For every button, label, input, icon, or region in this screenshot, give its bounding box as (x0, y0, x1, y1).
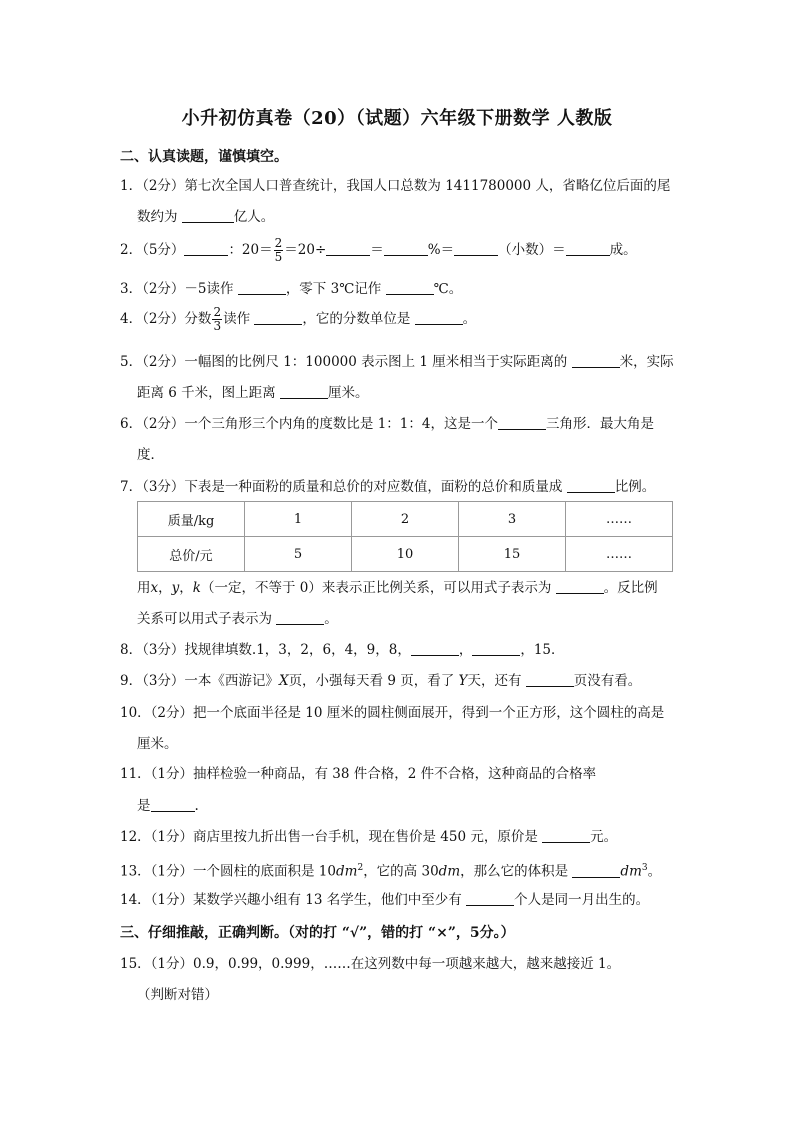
fraction-denominator: 5 (274, 250, 283, 264)
answer-blank[interactable] (238, 280, 286, 295)
question-8 (120, 640, 565, 660)
q11-text: . (194, 798, 199, 814)
q2-text: %＝ (427, 242, 455, 258)
question-13 (120, 858, 661, 882)
q2-text: 成。 (609, 242, 637, 258)
q6-text: 三角形．最大角是 (546, 416, 654, 432)
q13-text: 13．（1分）一个圆柱的底面积是 10 (120, 863, 336, 880)
q7-text: 比例。 (614, 479, 656, 495)
answer-blank[interactable] (572, 353, 620, 368)
q9-text: 天，还有 (467, 673, 526, 689)
q7-text: ， (158, 580, 172, 596)
variable-x: x (150, 580, 159, 596)
q8-text: 8．（3分）找规律填数.1，3，2，6，4，9，8， (120, 642, 411, 658)
q12-text: 元。 (590, 829, 618, 845)
fraction-2-3 (212, 306, 222, 333)
table-cell: 总价/元 (138, 537, 245, 572)
q2-text: （小数）＝ (498, 242, 566, 258)
q3-text: 3．（2分）－5读作 (120, 281, 238, 297)
question-11-line-2 (137, 796, 199, 816)
q13-text: ，那么它的体积是 (460, 863, 573, 880)
answer-blank[interactable] (498, 415, 546, 430)
q11-text: 是 (137, 798, 151, 814)
question-10-line-1: 10．（2分）把一个底面半径是 10 厘米的圆柱侧面展开，得到一个正方形，这个圆柱的高是 (120, 705, 665, 721)
unit-dm: dm (620, 863, 642, 880)
question-1-line-2 (137, 207, 274, 227)
table-cell: 5 (245, 537, 352, 572)
table-cell: 1 (245, 502, 352, 537)
fraction-2-5 (274, 237, 284, 264)
q13-text: 。 (647, 863, 662, 880)
variable-X: X (278, 673, 289, 689)
answer-blank[interactable] (254, 310, 302, 325)
variable-k: k (192, 580, 201, 596)
answer-blank[interactable] (526, 672, 574, 687)
question-7-line-2 (137, 578, 658, 598)
question-3 (120, 279, 462, 299)
fraction-numerator: 2 (274, 236, 283, 250)
q8-text: ，15． (520, 642, 565, 658)
superscript: 3 (641, 863, 648, 873)
answer-blank[interactable] (280, 384, 328, 399)
q5-text: 米，实际 (619, 354, 674, 370)
q14-text: 14．（1分）某数学兴趣小组有 13 名学生，他们中至少有 (120, 892, 467, 908)
question-6-line-2: 度． (137, 447, 164, 463)
question-5-line-1 (120, 352, 674, 372)
answer-blank[interactable] (556, 579, 604, 594)
answer-blank[interactable] (454, 241, 498, 256)
q7-text: 。反比例 (603, 580, 658, 596)
answer-blank[interactable] (411, 641, 459, 656)
question-15-line-1: 15．（1分）0.9，0.99，0.999，……在这列数中每一项越来越大，越来越接近 1。 (120, 956, 621, 972)
table-row (138, 537, 673, 572)
question-11-line-1: 11．（1分）抽样检验一种商品，有 38 件合格，2 件不合格，这种商品的合格率 (120, 766, 597, 782)
question-6-line-1 (120, 414, 654, 434)
q14-text: 个人是同一月出生的。 (514, 892, 650, 908)
fraction-numerator: 2 (213, 305, 222, 319)
answer-blank[interactable] (542, 828, 590, 843)
q5-text: 距离 6 千米，图上距离 (137, 385, 280, 401)
variable-Y: Y (458, 673, 468, 689)
table-cell: …… (566, 502, 673, 537)
section-heading-fill-in: 二、认真读题，谨慎填空。 (120, 149, 288, 165)
question-9 (120, 671, 641, 691)
answer-blank[interactable] (326, 241, 370, 256)
q1-unit: 亿人。 (233, 209, 275, 225)
question-4 (120, 306, 476, 333)
q9-text: 9．（3分）一本《西游记》 (120, 673, 279, 689)
q2-text: ＝ (370, 242, 384, 258)
table-cell: 3 (459, 502, 566, 537)
variable-y: y (171, 580, 180, 596)
q4-text: 。 (462, 311, 477, 327)
q5-text: 5．（2分）一幅图的比例尺 1：100000 表示图上 1 厘米相当于实际距离的 (120, 354, 572, 370)
q3-text: ，零下 3℃记作 (285, 281, 386, 297)
q7-text: ， (179, 580, 193, 596)
question-2 (120, 237, 637, 264)
question-10-line-2: 厘米。 (137, 736, 178, 752)
section-heading-true-false: 三、仔细推敲，正确判断。（对的打 “√”，错的打 “×”，5分。） (120, 925, 515, 941)
q9-text: 页没有看。 (573, 673, 642, 689)
unit-dm: dm (438, 863, 461, 880)
q4-text: 4．（2分）分数 (120, 311, 212, 327)
answer-blank[interactable] (572, 863, 620, 878)
q4-text: 读作 (223, 311, 255, 327)
answer-blank[interactable] (182, 208, 234, 223)
answer-blank[interactable] (472, 641, 520, 656)
q9-text: 页，小强每天看 9 页，看了 (288, 673, 459, 689)
q12-text: 12．（1分）商店里按九折出售一台手机，现在售价是 450 元，原价是 (120, 829, 543, 845)
q1-text: 数约为 (137, 209, 182, 225)
question-5-line-2 (137, 383, 368, 403)
flour-price-table (137, 501, 673, 572)
q3-text: ℃。 (433, 281, 463, 297)
q7-text: （一定，不等于 0）来表示正比例关系，可以用式子表示为 (200, 580, 556, 596)
q2-label: 2．（5分） (120, 242, 185, 258)
table-cell: 15 (459, 537, 566, 572)
q2-text: ＝20÷ (284, 242, 327, 258)
q13-text: ，它的高 30 (363, 863, 439, 880)
question-7-line-3 (137, 609, 338, 629)
q8-text: ， (458, 642, 473, 658)
fraction-denominator: 3 (213, 319, 222, 333)
table-cell: …… (566, 537, 673, 572)
question-15-line-2: （判断对错） (137, 987, 218, 1003)
question-12 (120, 827, 617, 847)
superscript: 2 (357, 863, 364, 873)
answer-blank[interactable] (566, 241, 610, 256)
q7-text: 关系可以用式子表示为 (137, 611, 277, 627)
unit-dm: dm (336, 863, 358, 880)
answer-blank[interactable] (276, 610, 324, 625)
q7-text: 用 (137, 580, 151, 596)
table-cell: 质量/kg (138, 502, 245, 537)
answer-blank[interactable] (466, 891, 514, 906)
question-7-line-1 (120, 477, 655, 497)
answer-blank[interactable] (415, 310, 463, 325)
question-14 (120, 890, 649, 910)
answer-blank[interactable] (386, 280, 434, 295)
q2-text: ：20＝ (228, 242, 273, 258)
answer-blank[interactable] (384, 241, 428, 256)
table-cell: 10 (352, 537, 459, 572)
answer-blank[interactable] (567, 478, 615, 493)
q7-text: 。 (324, 611, 338, 627)
q6-text: 6．（2分）一个三角形三个内角的度数比是 1：1：4，这是一个 (120, 416, 498, 432)
q5-text: 厘米。 (327, 385, 369, 401)
question-1-line-1: 1．（2分）第七次全国人口普查统计，我国人口总数为 1411780000 人，省略亿位后面的尾 (120, 178, 671, 194)
table-row (138, 502, 673, 537)
answer-blank[interactable] (184, 241, 228, 256)
q7-text: 7．（3分）下表是一种面粉的质量和总价的对应数值，面粉的总价和质量成 (120, 479, 567, 495)
q4-text: ，它的分数单位是 (302, 311, 415, 327)
page-title: 小升初仿真卷（20）（试题）六年级下册数学 人教版 (181, 108, 613, 129)
answer-blank[interactable] (151, 797, 195, 812)
table-cell: 2 (352, 502, 459, 537)
